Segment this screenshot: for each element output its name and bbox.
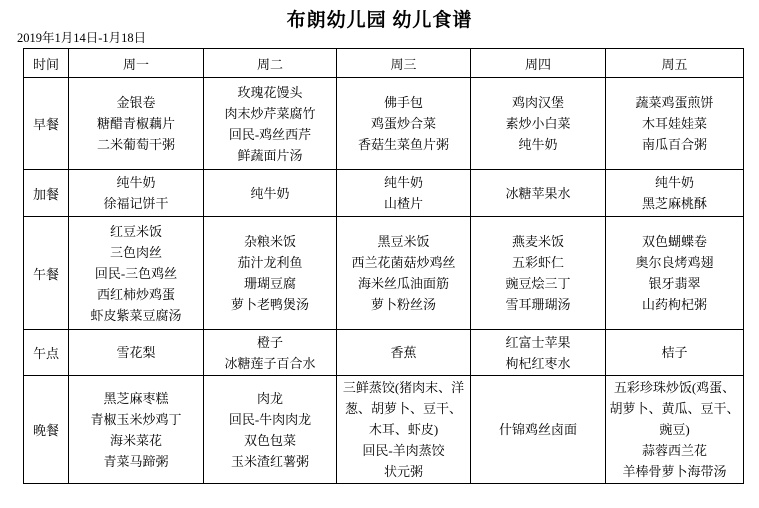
- menu-cell: [204, 217, 337, 330]
- dish-item: 雪花梨: [116, 345, 156, 360]
- dish-item: 金银卷: [116, 95, 156, 110]
- menu-cell: [337, 217, 471, 330]
- meal-row-label: 早餐: [24, 78, 69, 170]
- dish-item: 黑芝麻桃酥: [641, 196, 707, 211]
- dish-item: 玉米渣红薯粥: [230, 453, 309, 469]
- dish-item: 奥尔良烤鸡翅: [635, 255, 714, 270]
- dish-item: 鸡肉汉堡: [511, 95, 564, 110]
- menu-cell: [337, 78, 471, 170]
- meal-row-label: 午点: [24, 330, 69, 376]
- dish-item: 玫瑰花馒头: [237, 84, 303, 100]
- dish-item: 纯牛奶: [383, 175, 423, 190]
- dish-item: 青菜马蹄粥: [103, 453, 169, 469]
- page-title: 布朗幼儿园 幼儿食谱: [286, 10, 473, 31]
- menu-cell: [69, 170, 204, 217]
- dish-item: 红富士苹果: [505, 334, 571, 350]
- meal-row-label: 晚餐: [24, 376, 69, 484]
- dish-item: 纯牛奶: [116, 175, 156, 190]
- menu-cell: [204, 78, 337, 170]
- dish-item: 西兰花菌菇炒鸡丝: [351, 255, 456, 270]
- dish-item: 木耳娃娃菜: [641, 116, 707, 131]
- dish-item: 燕麦米饭: [511, 234, 564, 249]
- menu-cell: [337, 330, 471, 376]
- dish-item: 回民-三色鸡丝: [94, 265, 178, 281]
- dish-item: 素炒小白菜: [505, 116, 571, 131]
- dish-item: 回民-羊肉蒸饺: [362, 443, 445, 458]
- dish-item: 山药枸杞粥: [641, 297, 707, 312]
- dish-item: 肉末炒芹菜腐竹: [224, 105, 316, 121]
- dish-item: 冰糖莲子百合水: [224, 355, 316, 371]
- dish-item: 回民-牛肉肉龙: [228, 411, 312, 427]
- dish-item: 蔬菜鸡蛋煎饼: [635, 95, 714, 110]
- meal-row: [24, 330, 744, 376]
- dish-item: 山楂片: [383, 196, 423, 211]
- dish-item: 糖醋青椒藕片: [96, 116, 175, 131]
- menu-cell: [471, 78, 606, 170]
- dish-item: 枸杞红枣水: [505, 355, 571, 371]
- day-column-header: 周四: [471, 49, 606, 78]
- menu-cell: [606, 330, 744, 376]
- dish-item: 纯牛奶: [518, 137, 558, 152]
- weekly-menu-table: [23, 48, 744, 484]
- dish-item: 红豆米饭: [109, 223, 162, 239]
- dish-item: 什锦鸡丝卤面: [498, 422, 577, 437]
- menu-cell: [606, 376, 744, 484]
- menu-cell: [471, 376, 606, 484]
- dish-item: 青椒玉米炒鸡丁: [90, 411, 182, 427]
- date-range: 2019年1月14日-1月18日: [17, 31, 147, 45]
- meal-row: [24, 217, 744, 330]
- meal-row: [24, 78, 744, 170]
- dish-item: 海米丝瓜油面筋: [357, 276, 449, 291]
- menu-cell: [471, 170, 606, 217]
- day-column-header: 周二: [204, 49, 337, 78]
- menu-cell: [204, 170, 337, 217]
- day-column-header: 周五: [606, 49, 744, 78]
- menu-cell: [69, 78, 204, 170]
- dish-item: 香菇生菜鱼片粥: [357, 137, 449, 152]
- meal-row-label: 午餐: [24, 217, 69, 330]
- dish-item: 回民-鸡丝西芹: [228, 126, 312, 142]
- dish-item: 状元粥: [383, 464, 423, 479]
- dish-item: 南瓜百合粥: [641, 137, 707, 152]
- dish-item: 双色蝴蝶卷: [641, 234, 707, 249]
- dish-item: 鲜蔬面片汤: [237, 147, 303, 163]
- menu-cell: [204, 376, 337, 484]
- dish-item: 雪耳珊瑚汤: [505, 297, 571, 312]
- dish-item: 萝卜老鸭煲汤: [230, 297, 309, 312]
- dish-item: 茄汁龙利鱼: [237, 255, 303, 270]
- menu-cell: [69, 217, 204, 330]
- dish-item: 黑芝麻枣糕: [103, 390, 169, 406]
- dish-item: 香蕉: [390, 345, 417, 360]
- meal-row: [24, 376, 744, 484]
- dish-item: 虾皮紫菜豆腐汤: [90, 307, 182, 323]
- dish-item: 肉龙: [256, 390, 283, 406]
- day-column-header: 周一: [69, 49, 204, 78]
- day-column-header: 周三: [337, 49, 471, 78]
- dish-item: 海米菜花: [109, 432, 162, 448]
- dish-item: 三色肉丝: [109, 244, 162, 260]
- menu-cell: [606, 217, 744, 330]
- dish-item: 蒜蓉西兰花: [641, 443, 707, 458]
- dish-item: 豌豆烩三丁: [505, 276, 571, 291]
- dish-item: 银牙翡翠: [648, 276, 701, 291]
- menu-cell: [606, 170, 744, 217]
- menu-cell: [69, 330, 204, 376]
- time-column-header: 时间: [24, 49, 69, 78]
- meal-row: [24, 170, 744, 217]
- dish-item: 冰糖苹果水: [505, 185, 571, 201]
- dish-item: 纯牛奶: [654, 175, 694, 190]
- menu-cell: [471, 330, 606, 376]
- dish-item: 二米葡萄干粥: [96, 137, 175, 152]
- dish-item: 徐福记饼干: [103, 196, 169, 211]
- dish-item: 西红柿炒鸡蛋: [96, 286, 175, 302]
- dish-item: 珊瑚豆腐: [243, 276, 296, 291]
- dish-item: 双色包菜: [243, 432, 296, 448]
- dish-item: 杂粮米饭: [243, 234, 296, 249]
- menu-cell: [69, 376, 204, 484]
- meal-row-label: 加餐: [24, 170, 69, 217]
- dish-item: 橙子: [256, 334, 283, 350]
- menu-cell: [337, 376, 471, 484]
- dish-item: 鸡蛋炒合菜: [370, 116, 436, 131]
- menu-cell: [471, 217, 606, 330]
- menu-cell: [606, 78, 744, 170]
- table-header-row: [24, 49, 744, 78]
- dish-item: 五彩虾仁: [511, 255, 564, 270]
- dish-item: 桔子: [661, 345, 688, 360]
- dish-item: 纯牛奶: [250, 185, 290, 201]
- menu-cell: [337, 170, 471, 217]
- dish-item: 黑豆米饭: [377, 234, 430, 249]
- dish-item: 佛手包: [383, 95, 423, 110]
- dish-item: 三鲜蒸饺(猪肉末、洋葱、胡萝卜、豆干、木耳、虾皮): [342, 380, 465, 437]
- dish-item: 萝卜粉丝汤: [370, 297, 436, 312]
- menu-cell: [204, 330, 337, 376]
- dish-item: 五彩珍珠炒饭(鸡蛋、胡萝卜、黄瓜、豆干、豌豆): [609, 380, 740, 437]
- dish-item: 羊棒骨萝卜海带汤: [622, 464, 727, 479]
